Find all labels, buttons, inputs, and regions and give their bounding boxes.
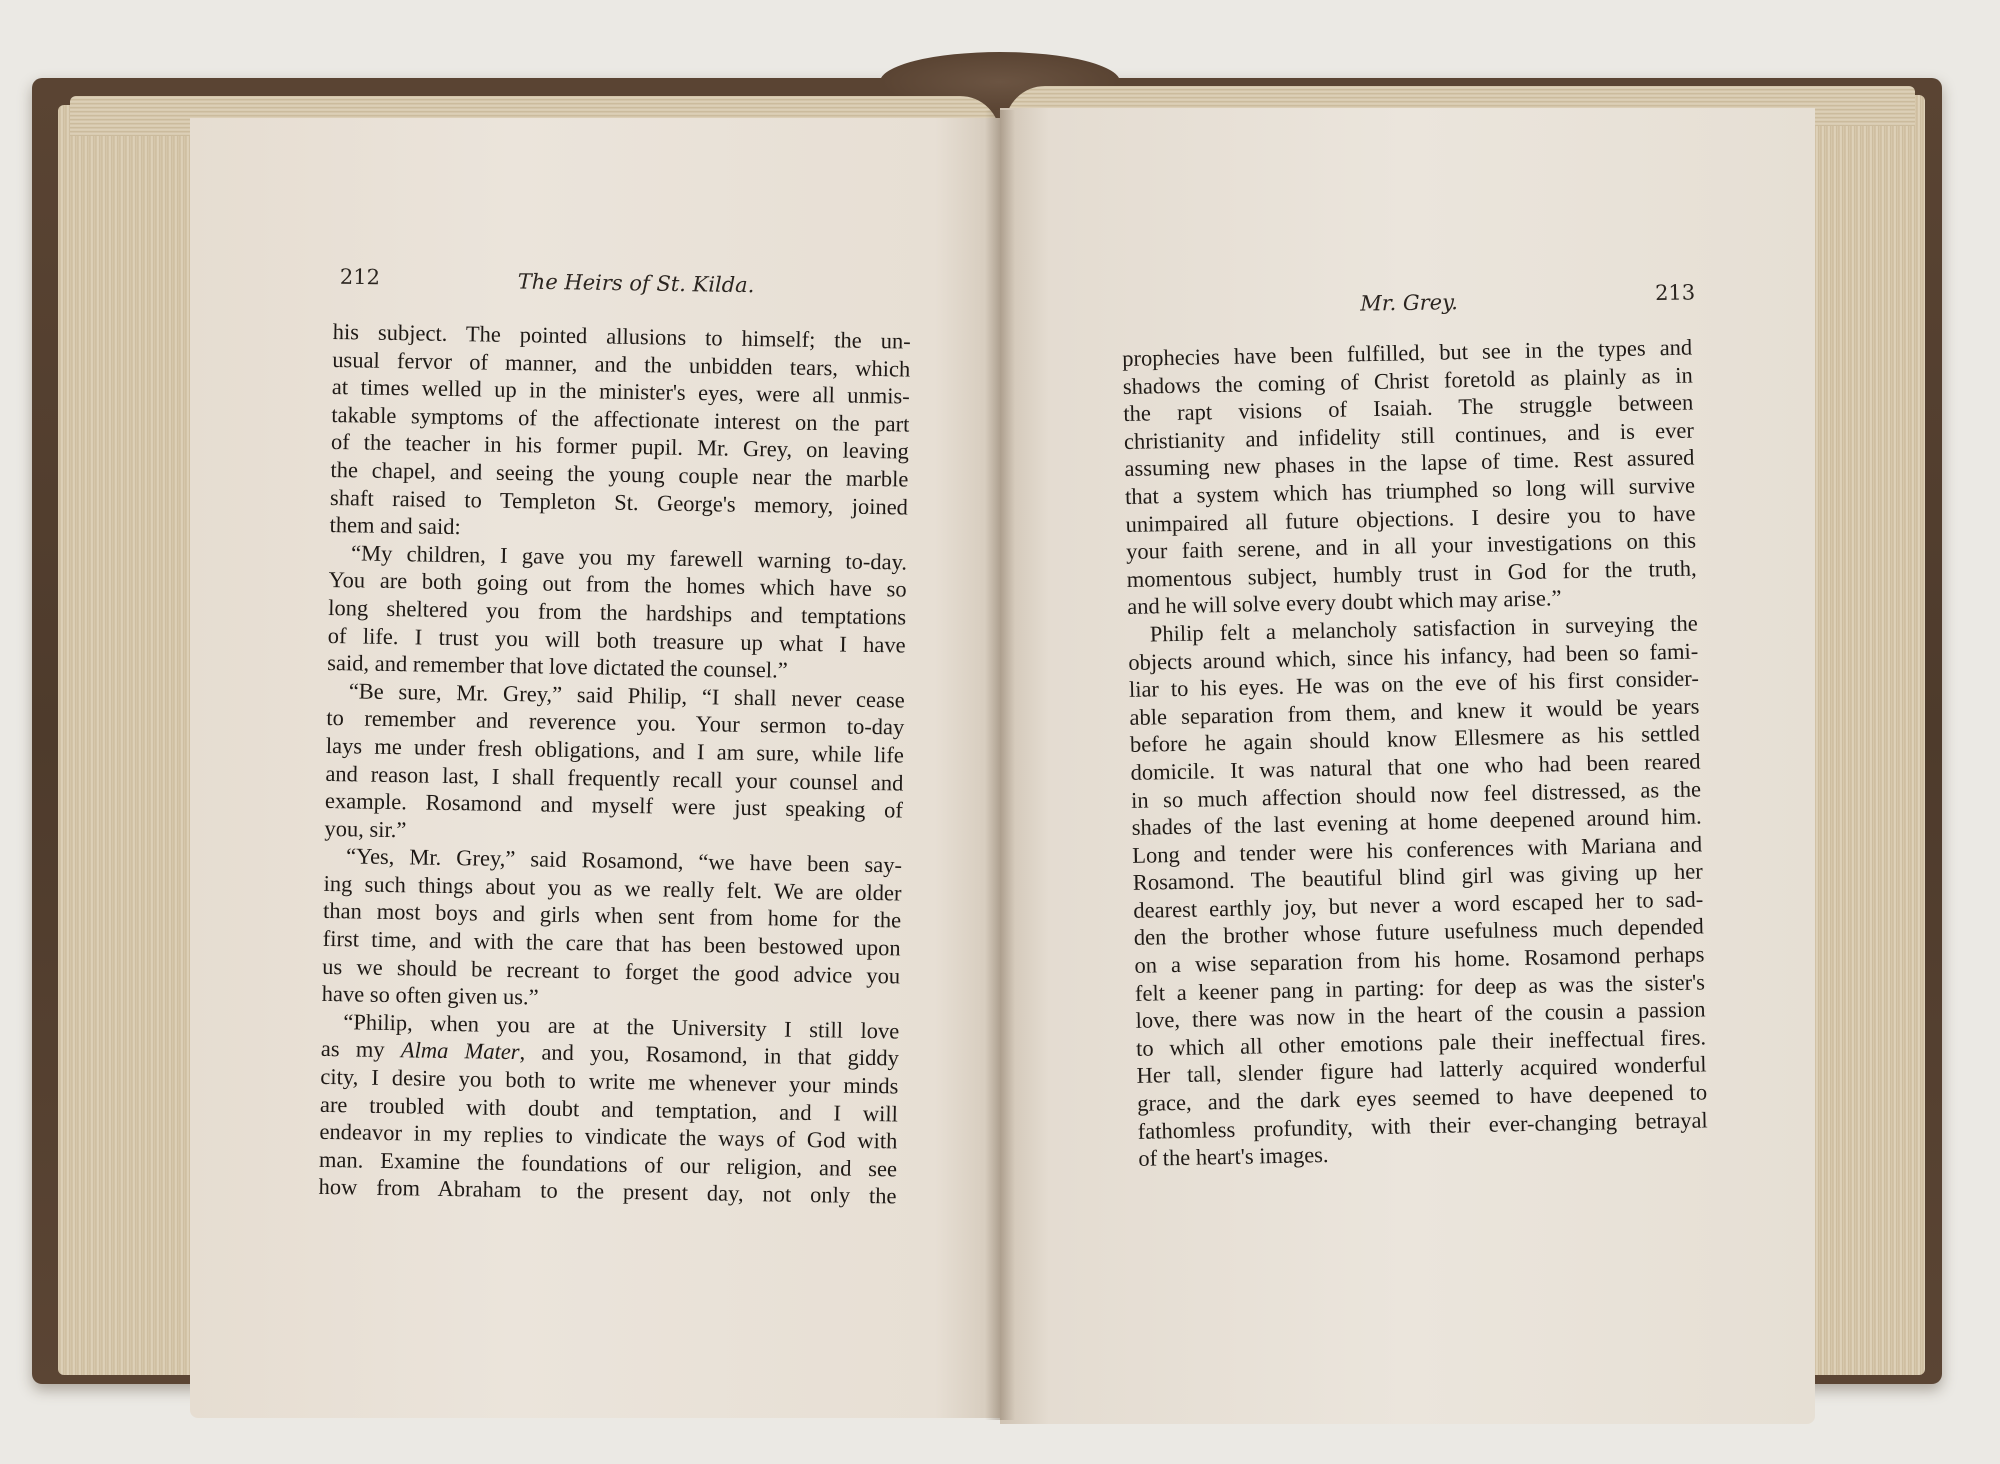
text-line: you, sir.” xyxy=(324,815,407,842)
text-line: than most boys and girls when sent from home for the xyxy=(322,898,902,933)
page-edges-left xyxy=(58,105,208,1375)
text-line: “My children, I gave you my farewell warning to-day. xyxy=(350,540,908,575)
text-line: Philip felt a melancholy satisfaction in surveying the xyxy=(1149,610,1698,647)
text-line: liar to his eyes. He was on the eve of his first consider- xyxy=(1128,665,1700,703)
text-line: long sheltered you from the hardships and temptations xyxy=(327,594,907,630)
text-line: “Philip, when you are at the University I still love xyxy=(343,1009,900,1044)
text-line: to remember and reverence you. Your sermon to-day xyxy=(326,705,905,740)
text-line: man. Examine the foundations of our religion, and see xyxy=(318,1146,898,1182)
text-line: fathomless profundity, with their ever-changing betrayal xyxy=(1137,1107,1708,1144)
text-line: and reason last, I shall frequently recall your counsel and xyxy=(325,760,904,796)
text-line: of life. I trust you will both treasure up what I have xyxy=(327,622,906,658)
text-line: us we should be recreant to forget the good advice you xyxy=(322,953,901,989)
text-line: shades of the last evening at home deepened around him. xyxy=(1131,803,1702,840)
text-line: “Yes, Mr. Grey,” said Rosamond, “we have been say- xyxy=(345,843,903,878)
text-line: unimpaired all future objections. I desire you to have xyxy=(1125,500,1696,537)
text-line: said, and remember that love dictated the counsel.” xyxy=(327,650,788,683)
text-line: on a wise separation from his home. Rosamond perhaps xyxy=(1134,941,1705,978)
text-line: Long and tender were his conferences with Mariana and xyxy=(1131,831,1703,868)
text-line: your faith serene, and in all your investigations on this xyxy=(1125,527,1697,565)
right-running-title: Mr. Grey. xyxy=(1360,290,1459,316)
text-line: domicile. It was natural that one who had been reared xyxy=(1130,748,1701,785)
right-page-text xyxy=(1122,334,1708,1173)
text-line: able separation from them, and knew it would be years xyxy=(1129,693,1700,730)
text-line: have so often given us.” xyxy=(321,981,539,1010)
text-line: love, there was now in the heart of the cousin a passion xyxy=(1135,996,1706,1034)
text-line: how from Abraham to the present day, not only the xyxy=(318,1174,897,1209)
text-line: den the brother whose future usefulness much depended xyxy=(1133,913,1705,951)
left-page-text xyxy=(318,318,911,1210)
text-line: of the heart's images. xyxy=(1138,1142,1329,1172)
text-line: and he will solve every doubt which may arise.” xyxy=(1127,585,1562,620)
text-line: them and said: xyxy=(329,512,461,540)
text-line: usual fervor of manner, and the unbidden tears, which xyxy=(332,346,911,382)
text-line: Her tall, slender figure had latterly acquired wonderful xyxy=(1136,1051,1707,1089)
left-running-title: The Heirs of St. Kilda. xyxy=(517,269,755,298)
text-line: christianity and infidelity still continues, and is ever xyxy=(1123,417,1695,454)
text-line: prophecies have been fulfilled, but see in the types and xyxy=(1122,334,1693,371)
text-line: objects around which, since his infancy, had been so fami- xyxy=(1128,638,1699,675)
text-line: felt a keener pang in parting: for deep as was the sister's xyxy=(1134,969,1706,1006)
text-line: grace, and the dark eyes seemed to have deepened to xyxy=(1136,1079,1708,1116)
text-line: as my Alma Mater, and you, Rosamond, in that giddy xyxy=(320,1036,900,1071)
text-line: “Be sure, Mr. Grey,” said Philip, “I shall never cease xyxy=(348,678,905,713)
text-line: shaft raised to Templeton St. George's memory, joined xyxy=(329,484,909,520)
text-line: first time, and with the care that has been bestowed upon xyxy=(322,925,901,961)
text-line: his subject. The pointed allusions to himself; the un- xyxy=(332,318,911,354)
text-line: the rapt visions of Isaiah. The struggle between xyxy=(1123,389,1694,427)
book-gutter xyxy=(985,110,1015,1420)
text-line: momentous subject, humbly trust in God for the truth, xyxy=(1126,555,1697,592)
text-line: city, I desire you both to write me whenever your minds xyxy=(320,1063,899,1099)
text-line: Rosamond. The beautiful blind girl was giving up her xyxy=(1132,858,1703,896)
right-page-number: 213 xyxy=(1654,280,1696,305)
text-line: at times welled up in the minister's eyes, were all unmis- xyxy=(331,374,910,409)
text-line: example. Rosamond and myself were just speaking of xyxy=(324,788,904,823)
text-line: shadows the coming of Christ foretold as plainly as in xyxy=(1122,362,1693,399)
text-line: are troubled with doubt and temptation, and I will xyxy=(319,1091,899,1127)
text-line: that a system which has triumphed so long will survive xyxy=(1124,472,1696,509)
text-line: lays me under fresh obligations, and I am sure, while life xyxy=(325,732,905,768)
left-page-number: 212 xyxy=(339,264,381,290)
text-line: of the teacher in his former pupil. Mr. Grey, on leaving xyxy=(330,429,910,464)
text-line: dearest earthly joy, but never a word escaped her to sad- xyxy=(1133,886,1704,923)
text-line: before he again should know Ellesmere as his settled xyxy=(1129,720,1701,758)
text-line: in so much affection should now feel distressed, as the xyxy=(1130,775,1702,813)
text-line: to which all other emotions pale their ineffectual fires. xyxy=(1135,1024,1707,1061)
text-line: the chapel, and seeing the young couple near the marble xyxy=(330,456,909,492)
text-line: ing such things about you as we really felt. We are older xyxy=(323,870,902,906)
text-line: You are both going out from the homes which have so xyxy=(328,567,907,602)
text-line: takable symptoms of the affectionate interest on the part xyxy=(331,401,910,437)
text-line: assuming new phases in the lapse of time. Rest assured xyxy=(1124,444,1695,482)
text-line: endeavor in my replies to vindicate the ways of God with xyxy=(319,1119,898,1154)
